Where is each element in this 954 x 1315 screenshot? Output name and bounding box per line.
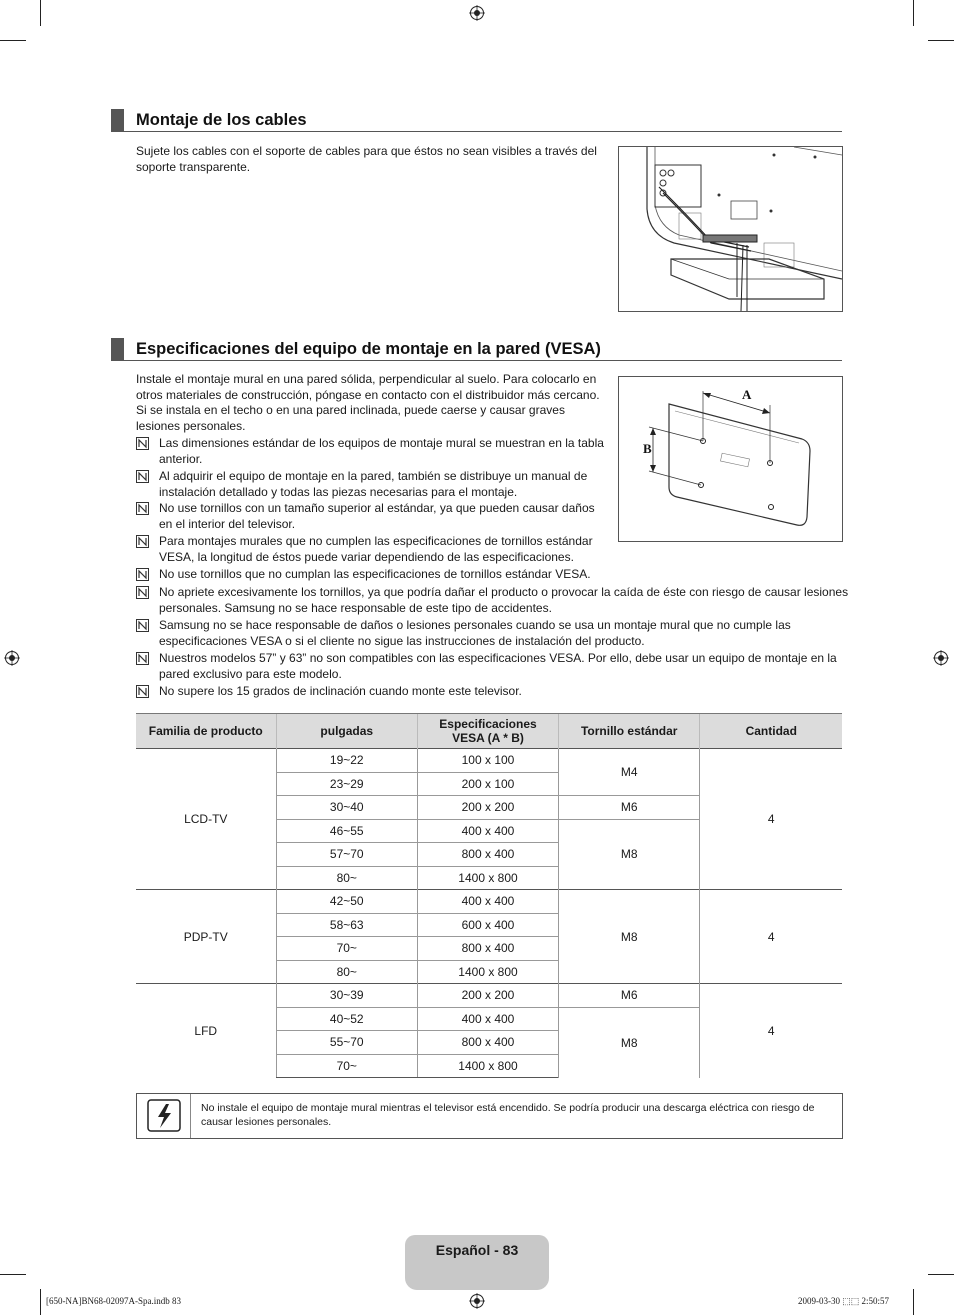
vesa-spec-table [136,713,842,1078]
crop-mark [40,0,41,26]
note-text: Nuestros modelos 57” y 63” no son compatibles con las especificaciones VESA. Por ello, debe usar un equipo de montaje en la pared exclusivo para este modelo. [159,651,837,681]
note-icon [136,685,149,698]
vesa-cell: 1400 x 800 [418,1054,559,1078]
inches-cell: 70~ [276,937,418,961]
vesa-cell: 200 x 200 [418,796,559,820]
table-row [136,749,842,773]
section-heading-cables [111,109,842,132]
screw-cell: M8 [558,819,700,890]
screw-cell: M4 [558,749,700,796]
inches-cell: 30~40 [276,796,418,820]
screw-cell: M8 [558,890,700,984]
crop-mark [0,40,26,41]
vesa-cell: 200 x 100 [418,772,559,796]
page-number-tab [405,1235,549,1290]
vesa-cell: 1400 x 800 [418,866,559,890]
inches-cell: 70~ [276,1054,418,1078]
electric-shock-warning-icon [147,1099,181,1132]
inches-cell: 42~50 [276,890,418,914]
crop-mark [913,1289,914,1315]
table-row [136,984,842,1008]
note-text: Para montajes murales que no cumplen las especificaciones de tornillos estándar VESA, la longitud de éstos puede variar dependiendo de las especificaciones. [159,534,593,564]
quantity-cell: 4 [700,749,842,890]
vesa-cell: 200 x 200 [418,984,559,1008]
inches-cell: 30~39 [276,984,418,1008]
page-label: Español - 83 [435,1242,519,1258]
vesa-cell: 800 x 400 [418,1031,559,1055]
note-text: Las dimensiones estándar de los equipos de montaje mural se muestran en la tabla anterior. [159,436,604,466]
note-icon [136,470,149,483]
inches-cell: 23~29 [276,772,418,796]
vesa-cell: 400 x 400 [418,819,559,843]
vesa-cell: 400 x 400 [418,890,559,914]
section-title: Especificaciones del equipo de montaje en la pared (VESA) [136,340,601,358]
note-text: No use tornillos que no cumplan las especificaciones de tornillos estándar VESA. [159,567,591,581]
heading-bar [111,338,124,360]
note-icon [136,619,149,632]
vesa-cell: 400 x 400 [418,1007,559,1031]
section-title: Montaje de los cables [136,111,307,129]
crop-mark [40,1289,41,1315]
inches-cell: 58~63 [276,913,418,937]
inches-cell: 40~52 [276,1007,418,1031]
cable-holder-illustration [618,146,843,312]
header-quantity: Cantidad [700,714,842,749]
note-text: Al adquirir el equipo de montaje en la pared, también se distribuye un manual de instalación detallado y todas las piezas necesarias para el montaje. [159,469,588,499]
note-text: Samsung no se hace responsable de daños o lesiones personales cuando se usa un montaje mural que no cumple las especificaciones VESA o si el cliente no sigue las instrucciones de instalación del producto. [159,618,791,648]
heading-bar [111,109,124,131]
vesa-intro: Instale el montaje mural en una pared sólida, perpendicular al suelo. Para colocarlo en otros materiales de construcción, póngase en contacto con el distribuidor más cercano. Si se instala en el techo o en una pared inclinada, puede caerse y causar graves lesiones personales. [136,372,600,433]
footer-file-info: [650-NA]BN68-02097A-Spa.indb 83 [46,1296,181,1306]
warning-box [136,1093,843,1139]
screw-cell: M8 [558,1007,700,1078]
inches-cell: 80~ [276,960,418,984]
registration-mark-icon [933,650,949,666]
inches-cell: 55~70 [276,1031,418,1055]
screw-cell: M6 [558,984,700,1008]
vesa-cell: 1400 x 800 [418,960,559,984]
divider [190,1094,191,1138]
vesa-cell: 800 x 400 [418,843,559,867]
note-text: No supere los 15 grados de inclinación cuando monte este televisor. [159,684,522,698]
crop-mark [928,1274,954,1275]
inches-cell: 80~ [276,866,418,890]
note-icon [136,535,149,548]
note-icon [136,502,149,515]
note-icon [136,652,149,665]
tv-back-vesa-illustration [619,377,842,541]
registration-mark-icon [469,1293,485,1309]
label-b: B [643,441,652,456]
family-cell: LFD [136,984,276,1078]
inches-cell: 46~55 [276,819,418,843]
header-vesa: Especificaciones VESA (A * B) [418,714,559,749]
quantity-cell: 4 [700,984,842,1078]
header-screw: Tornillo estándar [558,714,700,749]
cables-description: Sujete los cables con el soporte de cables para que éstos no sean visibles a través del soporte transparente. [136,144,597,174]
header-inches: pulgadas [276,714,418,749]
section-heading-vesa [111,338,842,361]
screw-cell: M6 [558,796,700,820]
tv-back-cable-illustration [619,147,842,311]
note-icon [136,586,149,599]
family-cell: PDP-TV [136,890,276,984]
note-text: No apriete excesivamente los tornillos, ya que podría dañar el producto o provocar la caída de éste con riesgo de causar lesiones personales. Samsung no se hace responsable de este tipo de accidentes. [159,585,849,615]
registration-mark-icon [469,5,485,21]
note-icon [136,437,149,450]
registration-mark-icon [4,650,20,666]
table-row [136,890,842,914]
inches-cell: 57~70 [276,843,418,867]
crop-mark [928,40,954,41]
vesa-cell: 600 x 400 [418,913,559,937]
vesa-cell: 800 x 400 [418,937,559,961]
family-cell: LCD-TV [136,749,276,890]
crop-mark [0,1274,26,1275]
note-text: No use tornillos con un tamaño superior al estándar, ya que pueden causar daños en el interior del televisor. [159,501,595,531]
vesa-dimensions-illustration [618,376,843,542]
crop-mark [913,0,914,26]
quantity-cell: 4 [700,890,842,984]
inches-cell: 19~22 [276,749,418,773]
header-family: Familia de producto [136,714,276,749]
note-icon [136,568,149,581]
footer-timestamp: 2009-03-30 ⬚⬚ 2:50:57 [798,1296,890,1306]
label-a: A [742,387,752,402]
vesa-cell: 100 x 100 [418,749,559,773]
warning-text: No instale el equipo de montaje mural mientras el televisor está encendido. Se podría producir una descarga eléctrica con riesgo de causar lesiones personales. [201,1102,815,1128]
